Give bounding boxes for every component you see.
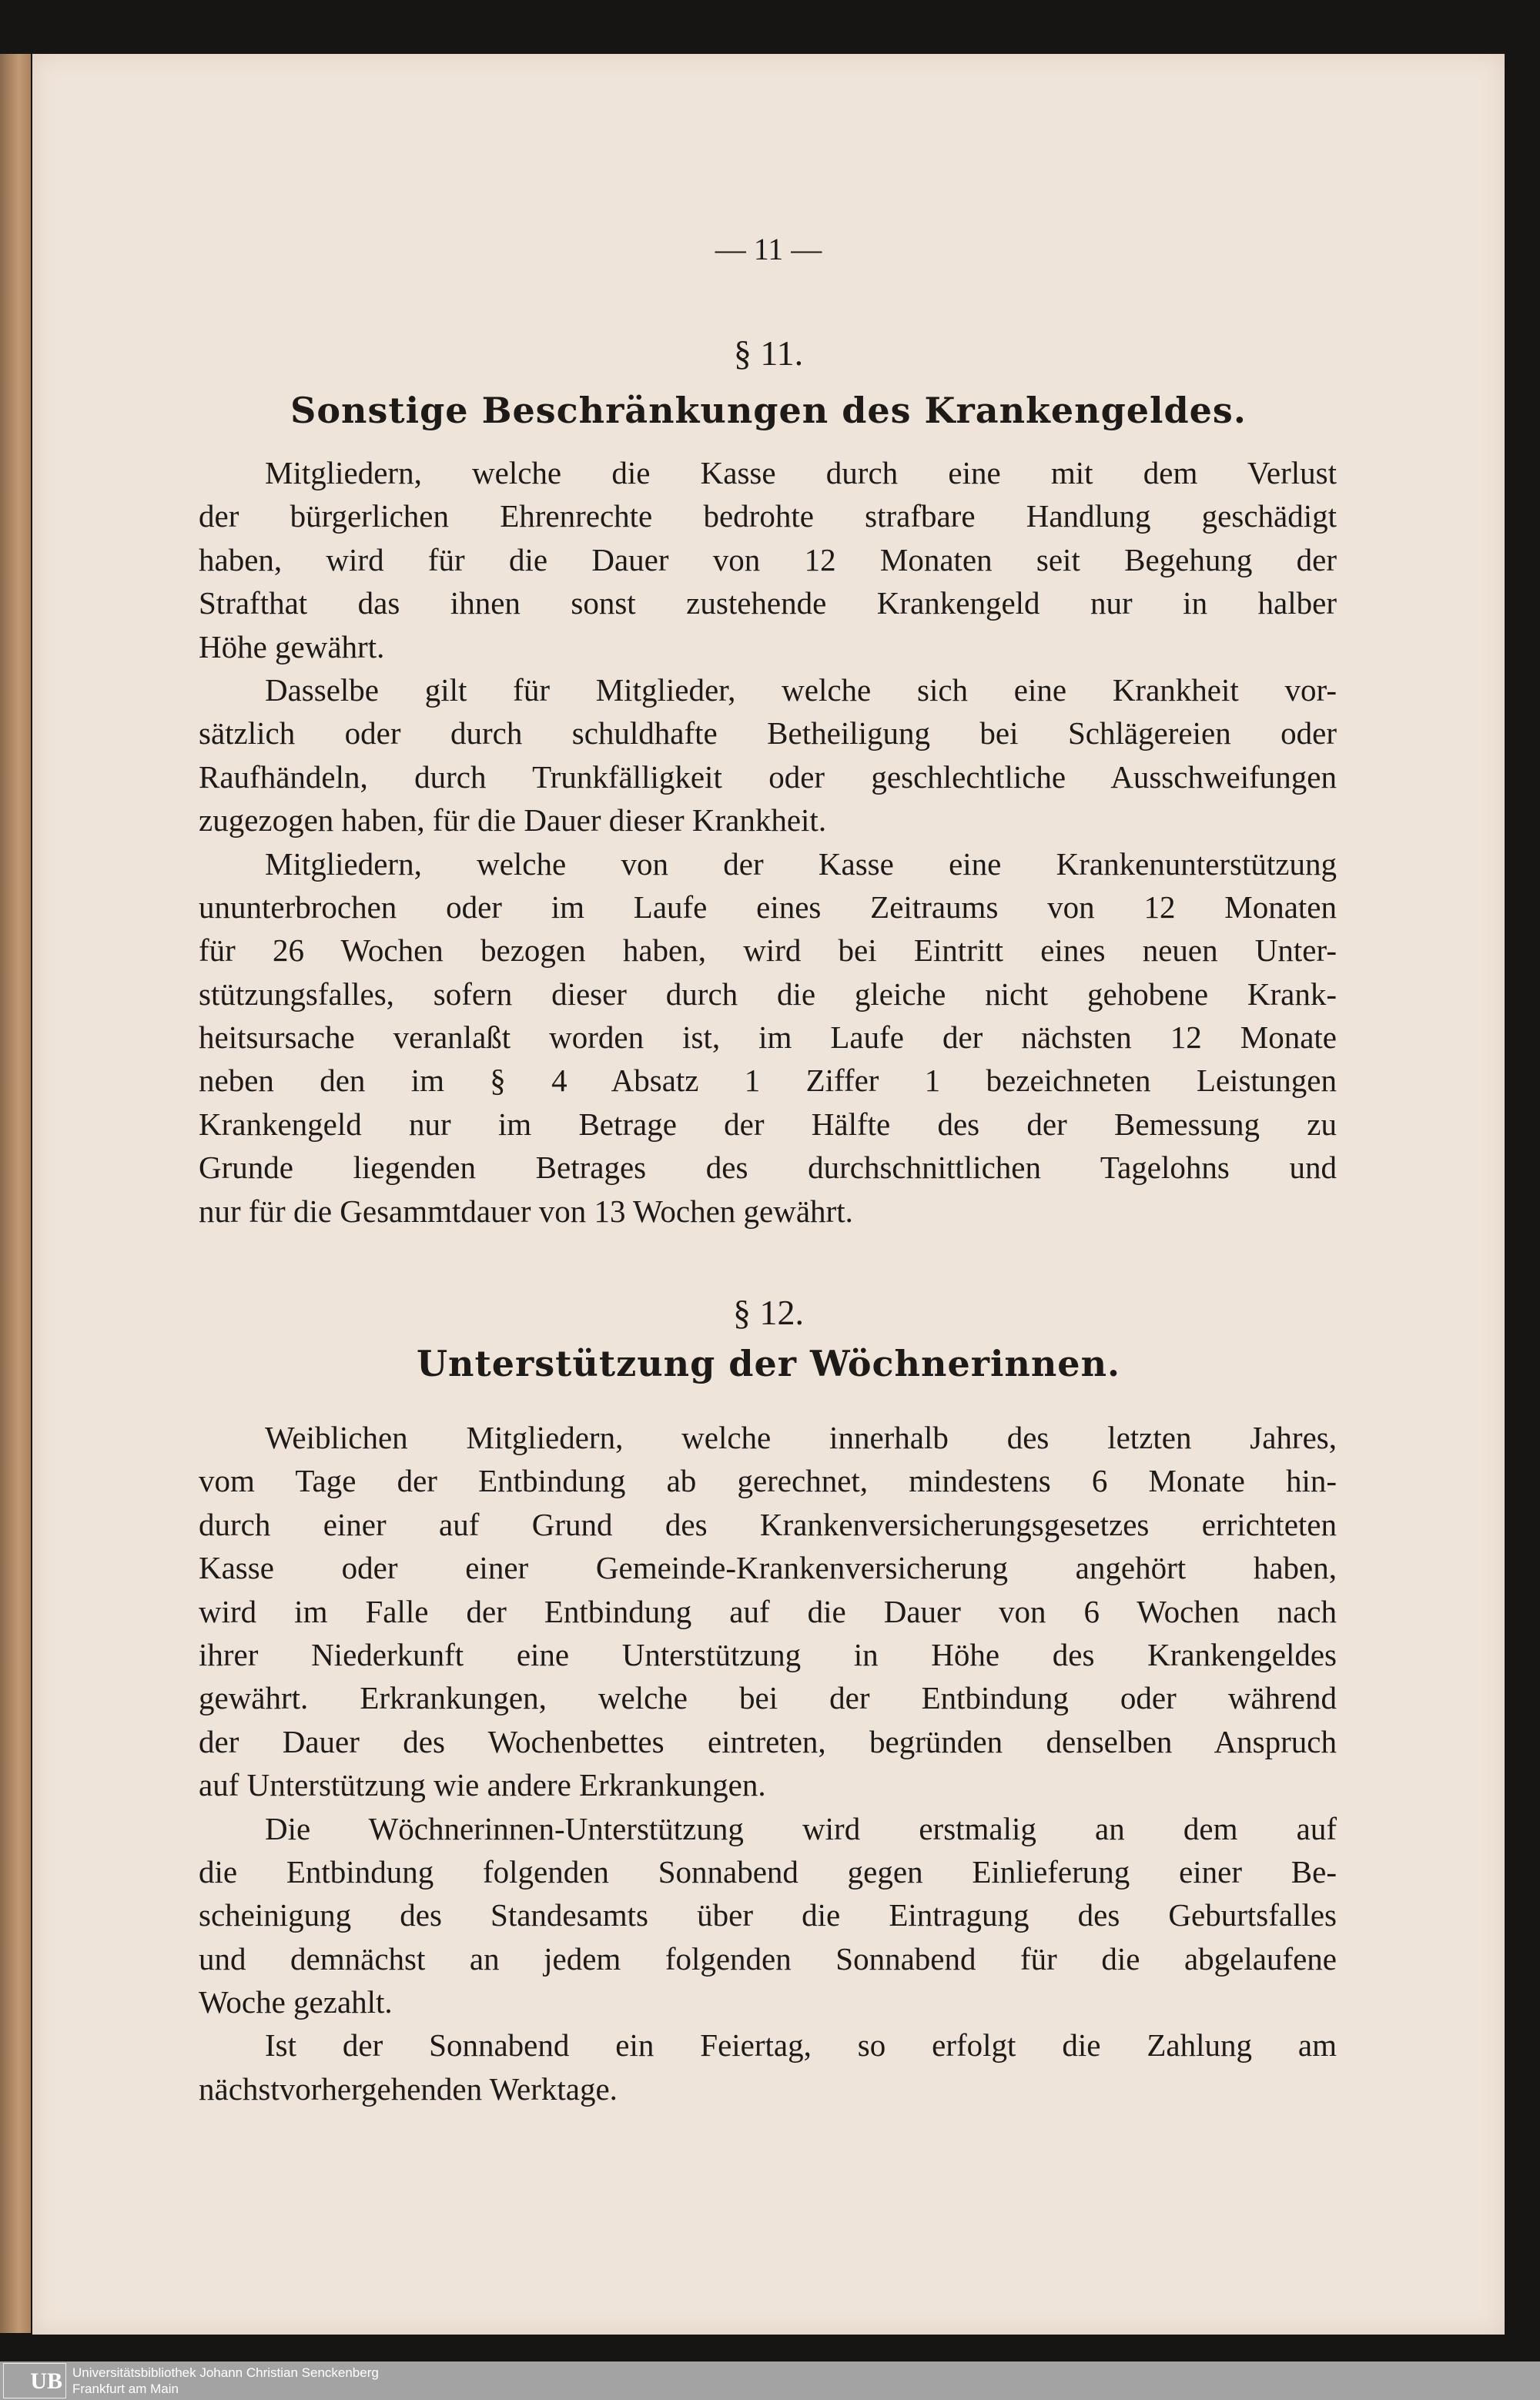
text-line: der Dauer des Wochenbettes eintreten, begründen denselben Anspruch bbox=[199, 1723, 1337, 1759]
text-line: scheinigung des Standesamts über die Eintragung des Geburtsfalles bbox=[199, 1897, 1337, 1933]
text-line: nur für die Gesammtdauer von 13 Wochen gewährt. bbox=[199, 1193, 853, 1229]
text-line: durch einer auf Grund des Krankenversicherungsgesetzes errichteten bbox=[199, 1506, 1337, 1542]
text-line: zugezogen haben, für die Dauer dieser Krankheit. bbox=[199, 802, 827, 838]
document-page bbox=[32, 54, 1505, 2335]
text-line: Raufhändeln, durch Trunkfälligkeit oder geschlechtliche Ausschweifungen bbox=[199, 758, 1337, 795]
text-line: gewährt. Erkrankungen, welche bei der Entbindung oder während bbox=[199, 1680, 1337, 1716]
text-line: Grunde liegenden Betrages des durchschnittlichen Tagelohns und bbox=[199, 1150, 1337, 1186]
library-logo: UB bbox=[3, 2363, 66, 2398]
footer-library-name: Universitätsbibliothek Johann Christian Senckenberg bbox=[72, 2365, 379, 2380]
text-line: Mitgliedern, welche die Kasse durch eine mit dem Verlust bbox=[265, 455, 1337, 490]
text-line: der bürgerlichen Ehrenrechte bedrohte strafbare Handlung geschädigt bbox=[199, 498, 1337, 534]
page-number: — 11 — bbox=[715, 232, 822, 266]
text-line: Kasse oder einer Gemeinde-Krankenversicherung angehört haben, bbox=[199, 1550, 1337, 1586]
text-line: und demnächst an jedem folgenden Sonnabend für die abgelaufene bbox=[199, 1940, 1337, 1977]
section-title: Sonstige Beschränkungen des Krankengeldes. bbox=[290, 390, 1247, 431]
section-body bbox=[199, 451, 1337, 1233]
library-footer bbox=[0, 2362, 1540, 2400]
text-line: für 26 Wochen bezogen haben, wird bei Eintritt eines neuen Unter- bbox=[199, 932, 1337, 969]
text-line: ununterbrochen oder im Laufe eines Zeitraums von 12 Monaten bbox=[199, 889, 1337, 925]
text-line: Dasselbe gilt für Mitglieder, welche sich eine Krankheit vor- bbox=[265, 671, 1337, 708]
book-cover-edge bbox=[0, 54, 31, 2333]
text-line: neben den im § 4 Absatz 1 Ziffer 1 bezeichneten Leistungen bbox=[199, 1063, 1337, 1099]
text-line: Mitgliedern, welche von der Kasse eine Krankenunterstützung bbox=[265, 845, 1337, 882]
text-line: die Entbindung folgenden Sonnabend gegen Einlieferung einer Be- bbox=[199, 1853, 1337, 1890]
text-line: ihrer Niederkunft eine Unterstützung in Höhe des Krankengeldes bbox=[199, 1636, 1337, 1672]
text-line: Weiblichen Mitgliedern, welche innerhalb des letzten Jahres, bbox=[265, 1420, 1337, 1455]
text-line: Woche gezahlt. bbox=[199, 1984, 393, 2020]
section-body bbox=[199, 1416, 1337, 2110]
text-line: nächstvorhergehenden Werktage. bbox=[199, 2070, 618, 2107]
text-line: stützungsfalles, sofern dieser durch die gleiche nicht gehobene Krank- bbox=[199, 976, 1337, 1012]
section-title: Unterstützung der Wöchnerinnen. bbox=[416, 1343, 1121, 1384]
text-line: vom Tage der Entbindung ab gerechnet, mindestens 6 Monate hin- bbox=[199, 1463, 1337, 1499]
text-line: sätzlich oder durch schuldhafte Betheiligung bei Schlägereien oder bbox=[199, 715, 1337, 751]
section-number: § 12. bbox=[733, 1293, 804, 1332]
text-line: heitsursache veranlaßt worden ist, im Laufe der nächsten 12 Monate bbox=[199, 1019, 1337, 1056]
text-line: auf Unterstützung wie andere Erkrankungen. bbox=[199, 1767, 766, 1803]
text-line: Höhe gewährt. bbox=[199, 628, 385, 664]
text-line: Die Wöchnerinnen-Unterstützung wird erstmalig an dem auf bbox=[265, 1810, 1337, 1846]
text-line: Ist der Sonnabend ein Feiertag, so erfolgt die Zahlung am bbox=[265, 2027, 1337, 2064]
section-number: § 11. bbox=[733, 333, 804, 373]
text-line: Strafthat das ihnen sonst zustehende Krankengeld nur in halber bbox=[199, 585, 1337, 621]
footer-library-city: Frankfurt am Main bbox=[72, 2382, 179, 2396]
text-line: wird im Falle der Entbindung auf die Dauer von 6 Wochen nach bbox=[199, 1593, 1337, 1629]
text-line: haben, wird für die Dauer von 12 Monaten seit Begehung der bbox=[199, 541, 1337, 577]
text-line: Krankengeld nur im Betrage der Hälfte des der Bemessung zu bbox=[199, 1106, 1337, 1142]
